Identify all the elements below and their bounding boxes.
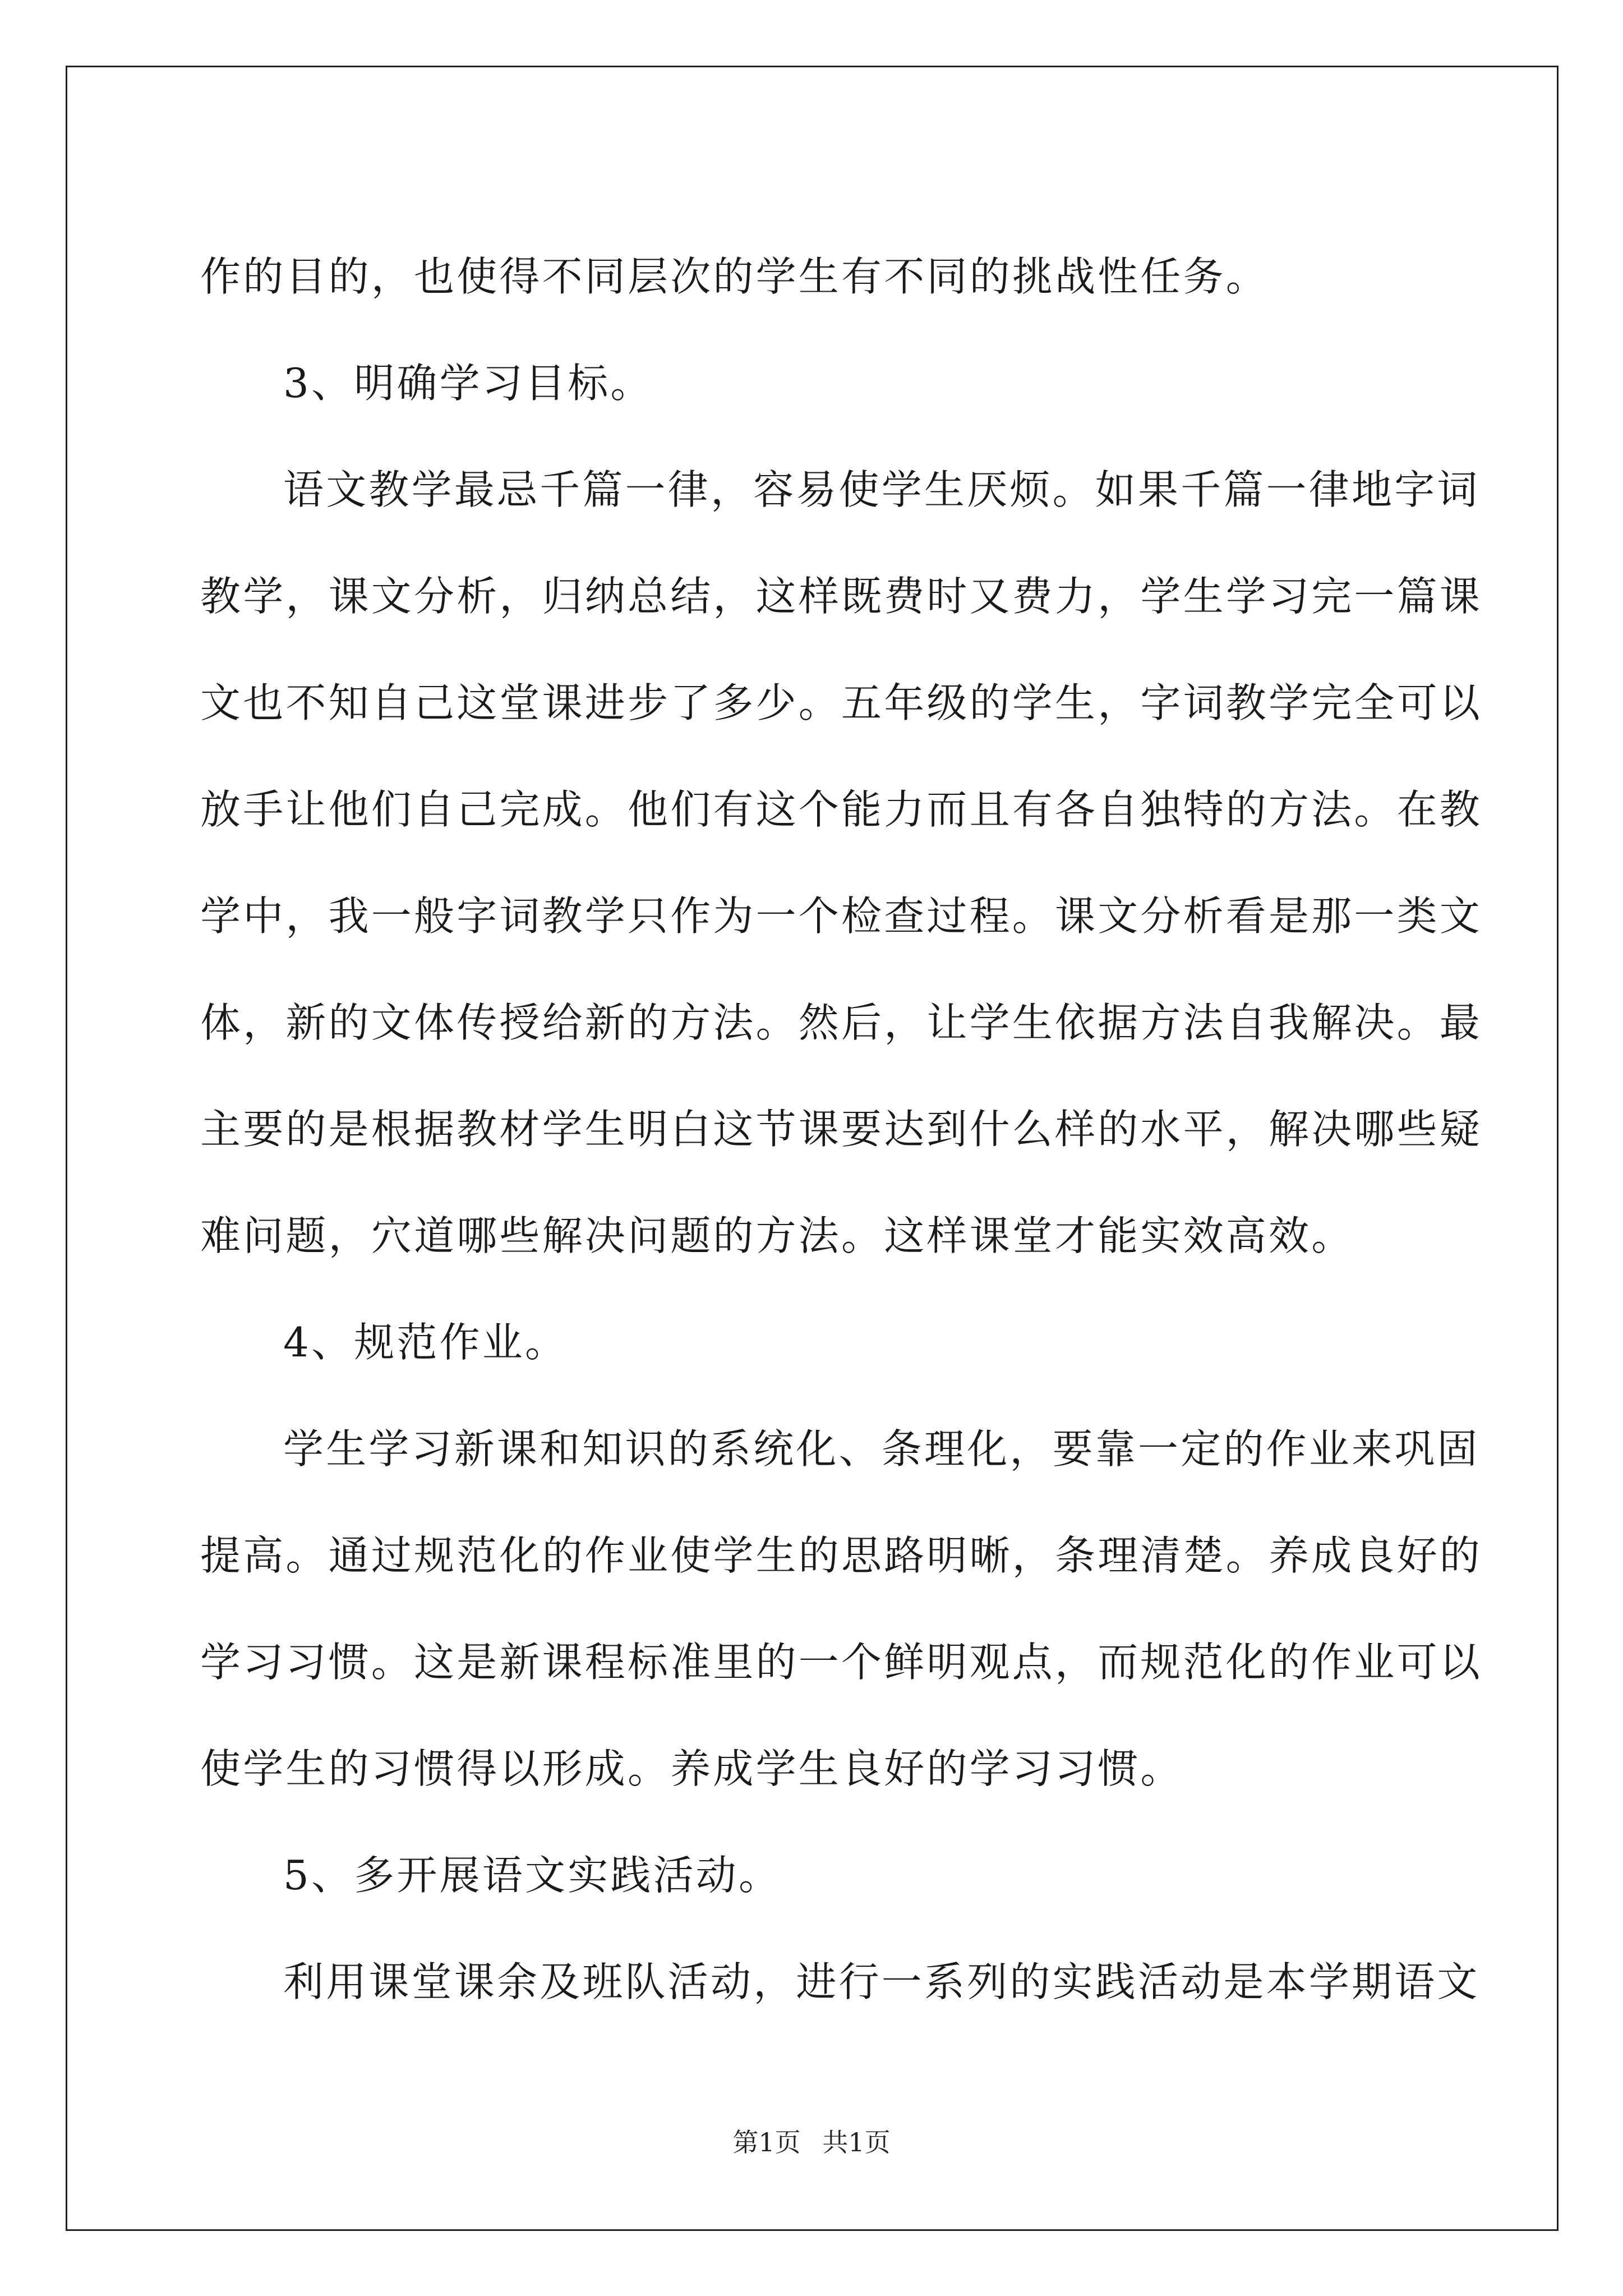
page-footer: [0, 2122, 1623, 2159]
text-line: 放手让他们自己完成。他们有这个能力而且有各自独特的方法。在教: [200, 786, 1483, 833]
text-line: 学习习惯。这是新课程标准里的一个鲜明观点，而规范化的作业可以: [200, 1639, 1483, 1686]
page-number-current: 第1页: [732, 2127, 801, 2157]
text-line: 3、明确学习目标。: [283, 360, 653, 407]
text-line: 使学生的习惯得以形成。养成学生良好的学习习惯。: [200, 1745, 1183, 1792]
text-line: 学中，我一般字词教学只作为一个检查过程。课文分析看是那一类文: [200, 892, 1483, 940]
text-line: 5、多开展语文实践活动。: [283, 1852, 782, 1899]
page-number-total: 共1页: [822, 2127, 891, 2157]
text-line: 学生学习新课和知识的系统化、条理化，要靠一定的作业来巩固: [283, 1425, 1480, 1473]
text-line: 难问题，穴道哪些解决问题的方法。这样课堂才能实效高效。: [200, 1212, 1354, 1259]
text-line: 4、规范作业。: [283, 1319, 568, 1366]
text-line: 作的目的，也使得不同层次的学生有不同的挑战性任务。: [200, 253, 1269, 300]
text-line: 文也不知自己这堂课进步了多少。五年级的学生，字词教学完全可以: [200, 679, 1483, 726]
text-line: 体，新的文体传授给新的方法。然后，让学生依据方法自我解决。最: [200, 999, 1483, 1046]
document-body: [200, 223, 1483, 2035]
text-line: 教学，课文分析，归纳总结，这样既费时又费力，学生学习完一篇课: [200, 573, 1483, 620]
text-line: 提高。通过规范化的作业使学生的思路明晰，条理清楚。养成良好的: [200, 1532, 1483, 1579]
text-line: 利用课堂课余及班队活动，进行一系列的实践活动是本学期语文: [283, 1958, 1480, 2005]
text-line: 语文教学最忌千篇一律，容易使学生厌烦。如果千篇一律地字词: [283, 466, 1480, 513]
text-line: 主要的是根据教材学生明白这节课要达到什么样的水平，解决哪些疑: [200, 1106, 1483, 1153]
